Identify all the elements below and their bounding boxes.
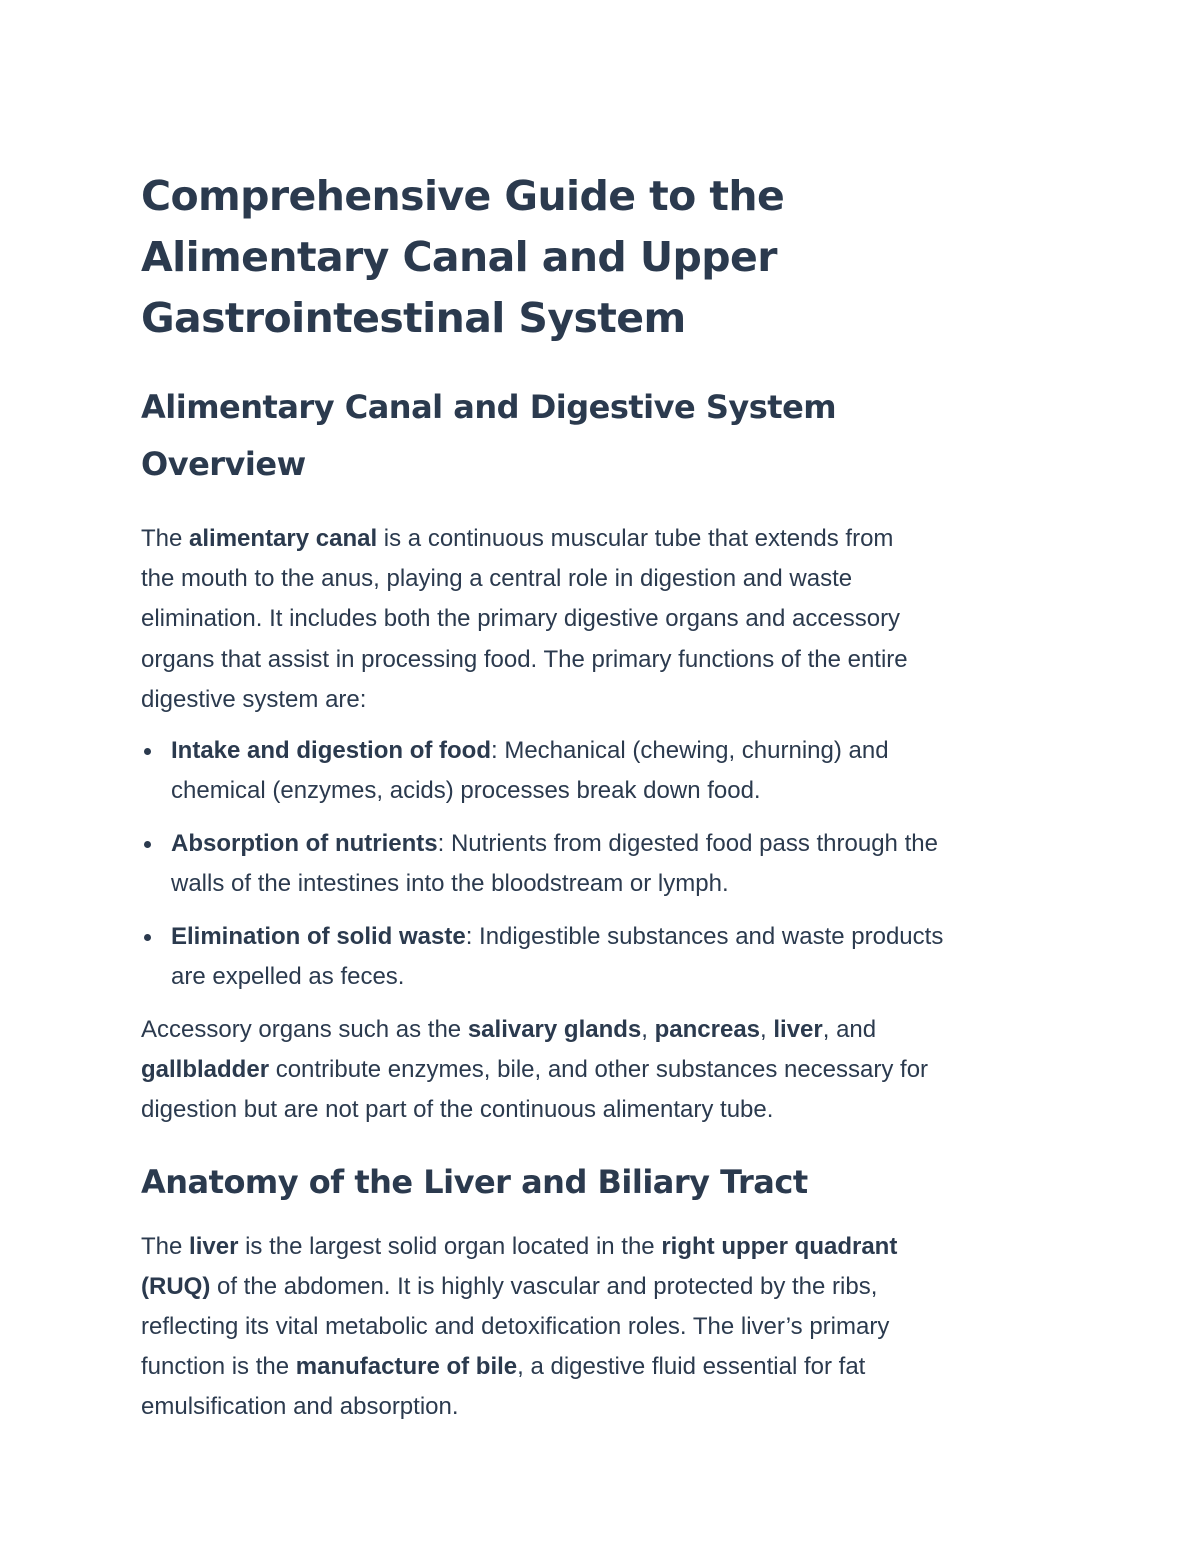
text-run: The xyxy=(141,525,190,552)
bold-term: liver xyxy=(189,1232,239,1260)
paragraph-line xyxy=(141,1347,1066,1387)
list-item-line: are expelled as feces. xyxy=(171,963,405,991)
section-heading-liver: Anatomy of the Liver and Biliary Tract xyxy=(141,1162,808,1201)
paragraph-line: digestive system are: xyxy=(141,685,367,713)
heading-line: Alimentary Canal and Digestive System xyxy=(141,388,837,426)
list-item-line xyxy=(171,731,1066,771)
list-item xyxy=(141,731,1066,811)
text-run: , a digestive fluid essential for fat xyxy=(517,1353,866,1381)
paragraph-line xyxy=(141,1227,1066,1267)
bold-term: Absorption of nutrients xyxy=(171,830,438,858)
bold-term: liver xyxy=(773,1016,823,1044)
text-run: , xyxy=(641,1016,655,1044)
text-run: of the abdomen. It is highly vascular and protected by the ribs, xyxy=(210,1272,878,1300)
text-run: , and xyxy=(822,1016,877,1044)
document-page xyxy=(141,166,1066,1428)
bold-term: pancreas xyxy=(654,1016,761,1044)
text-run: is a continuous muscular tube that extends from xyxy=(377,525,894,552)
list-item xyxy=(141,824,1066,904)
text-run: contribute enzymes, bile, and other substances necessary for xyxy=(269,1056,929,1084)
text-run: : Mechanical (chewing, churning) and xyxy=(491,737,889,765)
bullet-dot-icon xyxy=(144,748,151,755)
text-run: : Indigestible substances and waste products xyxy=(465,923,944,951)
bold-term: Elimination of solid waste xyxy=(171,923,466,951)
text-run: function is the xyxy=(141,1353,296,1381)
bold-term: manufacture of bile xyxy=(295,1353,518,1381)
list-item-line: walls of the intestines into the bloodstream or lymph. xyxy=(171,870,729,898)
bold-term: right upper quadrant xyxy=(661,1232,898,1260)
paragraph-line xyxy=(141,1010,1066,1050)
liver-paragraph xyxy=(141,1227,1066,1428)
title-line: Alimentary Canal and Upper xyxy=(141,233,777,281)
text-run: Accessory organs such as the xyxy=(141,1016,468,1044)
intro-paragraph xyxy=(141,519,1066,720)
paragraph-line: digestion but are not part of the continuous alimentary tube. xyxy=(141,1096,774,1124)
paragraph-line xyxy=(141,1050,1066,1090)
title-line: Gastrointestinal System xyxy=(141,294,686,342)
paragraph-line: emulsification and absorption. xyxy=(141,1393,459,1421)
text-run: is the largest solid organ located in the xyxy=(238,1232,662,1260)
paragraph-line: reflecting its vital metabolic and detoxification roles. The liver’s primary xyxy=(141,1313,890,1341)
bold-term: salivary glands xyxy=(467,1016,642,1044)
paragraph-line xyxy=(141,519,1066,559)
bold-term: alimentary canal xyxy=(189,525,378,552)
page-title xyxy=(141,166,1066,349)
paragraph-line: elimination. It includes both the primary digestive organs and accessory xyxy=(141,605,901,633)
list-item-line xyxy=(171,917,1066,957)
accessory-organs-paragraph xyxy=(141,1010,1066,1131)
list-item xyxy=(141,917,1066,997)
text-run: : Nutrients from digested food pass through the xyxy=(437,830,938,858)
section-heading-overview xyxy=(141,379,1066,493)
bullet-dot-icon xyxy=(144,841,151,848)
bullet-dot-icon xyxy=(144,934,151,941)
functions-list xyxy=(141,731,1066,997)
bold-term: gallbladder xyxy=(141,1056,270,1084)
title-line: Comprehensive Guide to the xyxy=(141,172,785,220)
paragraph-line: organs that assist in processing food. The primary functions of the entire xyxy=(141,645,908,673)
bold-term: Intake and digestion of food xyxy=(171,737,491,765)
bold-term: (RUQ) xyxy=(141,1272,211,1300)
text-run: , xyxy=(760,1016,774,1044)
paragraph-line: the mouth to the anus, playing a central role in digestion and waste xyxy=(141,565,853,593)
list-item-line: chemical (enzymes, acids) processes break down food. xyxy=(171,777,761,805)
list-item-line xyxy=(171,824,1066,864)
heading-line: Overview xyxy=(141,445,306,483)
text-run: The xyxy=(141,1232,190,1260)
paragraph-line xyxy=(141,1267,1066,1307)
